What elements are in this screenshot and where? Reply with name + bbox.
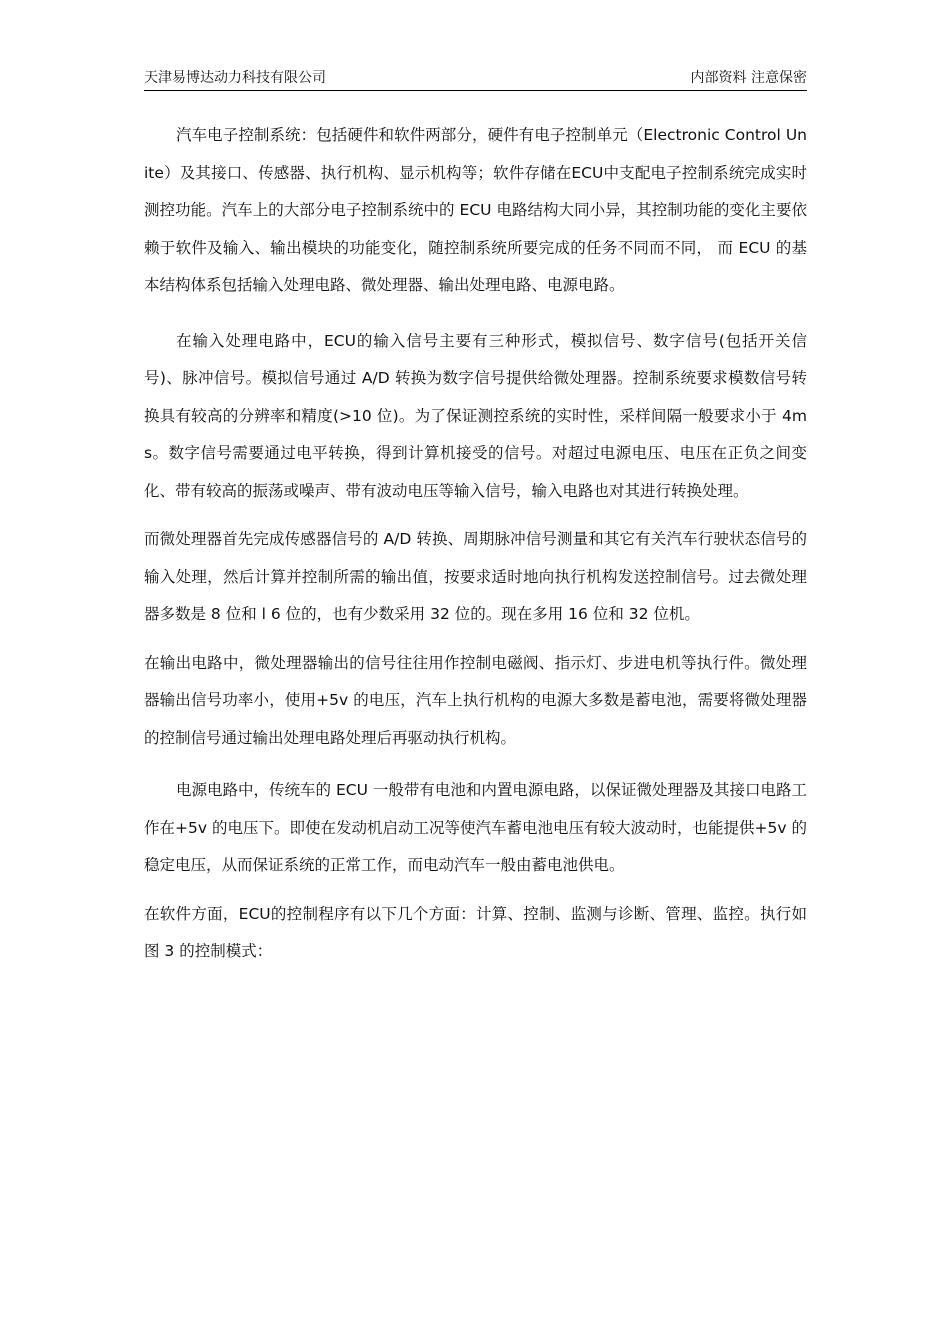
header-confidential-notice: 内部资料 注意保密 xyxy=(690,70,807,86)
paragraph-power-circuit: 电源电路中，传统车的 ECU 一般带有电池和内置电源电路，以保证微处理器及其接口电路工作在+5v 的电压下。即使在发动机启动工况等使汽车蓄电池电压有较大波动时，也能提供+5v 的稳定电压，从而保证系统的正常工作，而电动汽车一般由蓄电池供电。 xyxy=(144,781,807,874)
paragraph-input-circuit: 在输入处理电路中，ECU的输入信号主要有三种形式，模拟信号、数字信号(包括开关信号)、脉冲信号。模拟信号通过 A/D 转换为数字信号提供给微处理器。控制系统要求模数信号转换具有较高的分辨率和精度(>10 位)。为了保证测控系统的实时性，采样间隔一般要求小于 4ms。数字信号需要通过电平转换，得到计算机接受的信号。对超过电源电压、电压在正负之间变化、带有较高的振荡或噪声、带有波动电压等输入信号，输入电路也对其进行转换处理。 xyxy=(144,331,807,500)
paragraph-software: 在软件方面，ECU的控制程序有以下几个方面：计算、控制、监测与诊断、管理、监控。执行如图 3 的控制模式： xyxy=(144,904,807,960)
paragraph-ecu-overview: 汽车电子控制系统：包括硬件和软件两部分，硬件有电子控制单元（Electronic Control Unite）及其接口、传感器、执行机构、显示机构等；软件存储在ECU中支配电子控制系统完成实时测控功能。汽车上的大部分电子控制系统中的 ECU 电路结构大同小异，其控制功能的变化主要依赖于软件及输入、输出模块的功能变化，随控制系统所要完成的任务不同而不同， 而 ECU 的基本结构体系包括输入处理电路、微处理器、输出处理电路、电源电路。 xyxy=(144,126,807,294)
document-body xyxy=(144,117,807,971)
page-header xyxy=(144,66,807,91)
paragraph-output-circuit: 在输出电路中，微处理器输出的信号往往用作控制电磁阀、指示灯、步进电机等执行件。微处理器输出信号功率小，使用+5v 的电压，汽车上执行机构的电源大多数是蓄电池，需要将微处理器的控制信号通过输出处理电路处理后再驱动执行机构。 xyxy=(144,653,807,747)
paragraph-microprocessor: 而微处理器首先完成传感器信号的 A/D 转换、周期脉冲信号测量和其它有关汽车行驶状态信号的输入处理，然后计算并控制所需的输出值，按要求适时地向执行机构发送控制信号。过去微处理器多数是 8 位和 l 6 位的，也有少数采用 32 位的。现在多用 16 位和 32 位机。 xyxy=(144,530,807,623)
header-company-name: 天津易博达动力科技有限公司 xyxy=(144,70,326,86)
